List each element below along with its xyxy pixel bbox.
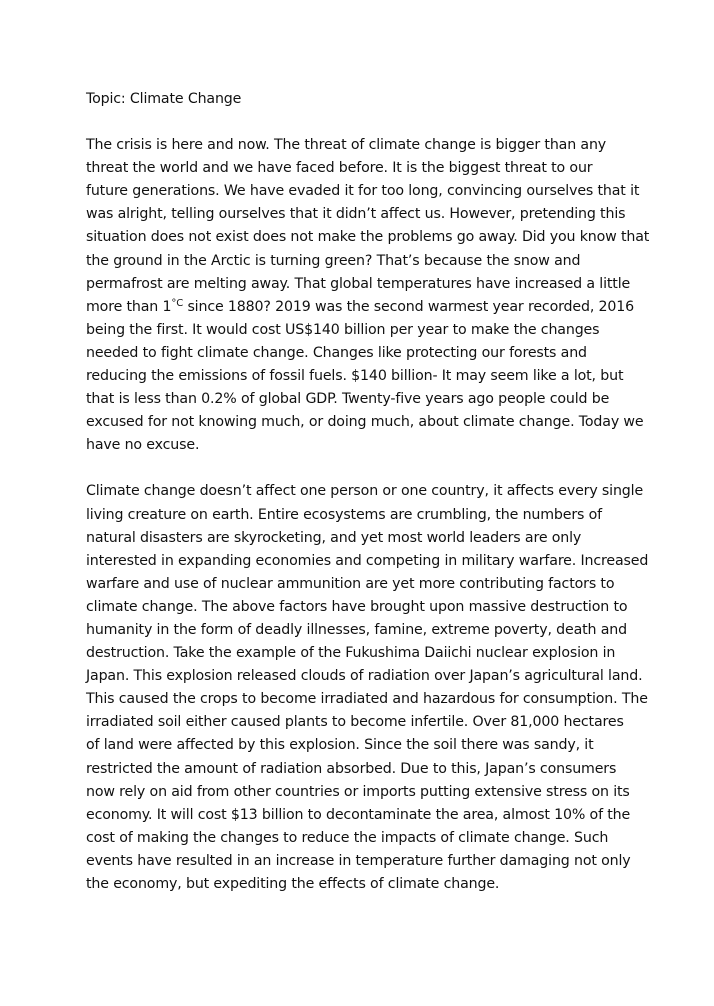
temperature-line bbox=[86, 296, 646, 319]
paragraph-line: warfare and use of nuclear ammunition are yet more contributing factors to bbox=[86, 575, 615, 592]
paragraph-line: threat the world and we have faced before. It is the biggest threat to our bbox=[86, 160, 593, 177]
paragraph-line: of land were affected by this explosion. Since the soil there was sandy, it bbox=[86, 737, 594, 754]
temperature-text-after: since 1880? 2019 was the second warmest year recorded, 2016 bbox=[183, 298, 635, 315]
paragraph-line: destruction. Take the example of the Fukushima Daiichi nuclear explosion in bbox=[86, 645, 616, 662]
paragraph-line: the ground in the Arctic is turning green? That’s because the snow and bbox=[86, 252, 581, 269]
paragraph-line: economy. It will cost $13 billion to decontaminate the area, almost 10% of the bbox=[86, 806, 631, 823]
paragraph-line: now rely on aid from other countries or imports putting extensive stress on its bbox=[86, 783, 630, 800]
paragraph-line: reducing the emissions of fossil fuels. $140 billion- It may seem like a lot, but bbox=[86, 368, 624, 385]
paragraph-line: the economy, but expediting the effects of climate change. bbox=[86, 876, 500, 892]
paragraph-line: cost of making the changes to reduce the impacts of climate change. Such bbox=[86, 829, 609, 846]
paragraph-line: have no excuse. bbox=[86, 437, 200, 454]
document-page bbox=[86, 88, 650, 919]
paragraph-line: permafrost are melting away. That global temperatures have increased a little bbox=[86, 275, 631, 292]
paragraph-line: Climate change doesn’t affect one person or one country, it affects every single bbox=[86, 483, 644, 500]
topic-heading: Topic: Climate Change bbox=[86, 91, 242, 107]
paragraph-line: situation does not exist does not make the problems go away. Did you know that bbox=[86, 229, 650, 246]
paragraph-line: being the first. It would cost US$140 billion per year to make the changes bbox=[86, 321, 600, 338]
paragraph-line: that is less than 0.2% of global GDP. Twenty-five years ago people could be bbox=[86, 391, 610, 408]
paragraph-line: Japan. This explosion released clouds of radiation over Japan’s agricultural land. bbox=[86, 668, 643, 685]
paragraph-line: was alright, telling ourselves that it didn’t affect us. However, pretending this bbox=[86, 206, 626, 223]
paragraph-line: humanity in the form of deadly illnesses, famine, extreme poverty, death and bbox=[86, 621, 628, 638]
paragraph-2 bbox=[86, 480, 649, 896]
paragraph-line: This caused the crops to become irradiated and hazardous for consumption. The bbox=[86, 691, 648, 708]
paragraph-line: living creature on earth. Entire ecosystems are crumbling, the numbers of bbox=[86, 506, 603, 523]
paragraph-line: needed to fight climate change. Changes like protecting our forests and bbox=[86, 344, 587, 361]
paragraph-line: excused for not knowing much, or doing much, about climate change. Today we bbox=[86, 414, 644, 431]
paragraph-line: climate change. The above factors have brought upon massive destruction to bbox=[86, 598, 628, 615]
temperature-unit: °C bbox=[171, 297, 184, 309]
paragraph-line: events have resulted in an increase in temperature further damaging not only bbox=[86, 852, 631, 869]
paragraph-line: natural disasters are skyrocketing, and yet most world leaders are only bbox=[86, 529, 582, 546]
paragraph-line: irradiated soil either caused plants to become infertile. Over 81,000 hectares bbox=[86, 714, 624, 731]
paragraph-line: interested in expanding economies and competing in military warfare. Increased bbox=[86, 552, 649, 569]
paragraph-line: The crisis is here and now. The threat of climate change is bigger than any bbox=[86, 137, 607, 154]
paragraph-line: future generations. We have evaded it for too long, convincing ourselves that it bbox=[86, 183, 640, 200]
paragraph-line: restricted the amount of radiation absorbed. Due to this, Japan’s consumers bbox=[86, 760, 617, 777]
paragraph-1 bbox=[86, 134, 650, 457]
temperature-text-before: more than 1 bbox=[86, 298, 172, 315]
